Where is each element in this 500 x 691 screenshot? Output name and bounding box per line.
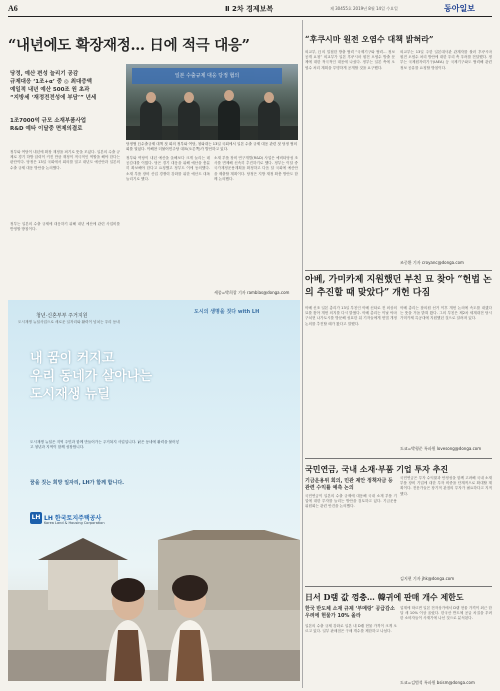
photo-person <box>258 100 280 140</box>
news-photo <box>126 64 298 140</box>
issue-meta: 제 30455호 2019년 8월 14일 수요일 <box>330 6 398 11</box>
story2-byline: 도쿄=박형준 특파원 lovesong@donga.com <box>400 446 482 451</box>
photo-head <box>224 90 234 101</box>
photo-person <box>218 100 240 140</box>
story-divider <box>305 586 492 587</box>
lead-sub-5: 1조7000억 규모 소재부품사업 <box>10 118 87 124</box>
header-rule <box>8 16 492 17</box>
story4-headline: 日서 D램 값 껑충… 韓귀에 판매 개수 제한도 <box>305 592 464 602</box>
photo-head <box>184 92 194 103</box>
lead-sub-4: “지방세 ‘재정전전성에 부담’” 년세 <box>10 95 97 101</box>
lead-byline: 세종=박희창 기자 ramblas@donga.com <box>214 290 290 295</box>
story-divider <box>305 458 492 459</box>
ad-org-sub: Korea Land & Housing Corporation <box>44 521 105 525</box>
story3-headline: 국민연금, 국내 소재·부품 기업 투자 추진 <box>305 464 449 474</box>
story2-body-col-2: 아베 총리는 참의원 선거 이후 개헌 논의에 속도를 내겠다는 뜻을 거듭 밝혀 왔다. 그의 부친은 제2차 세계대전 당시 가미카제 특공대에 지원했던 것으로 알려져 있다. <box>400 306 492 321</box>
lead-subheads-2 <box>10 117 122 133</box>
photo-banner: 일본 수출규제 대응 당정 협의 <box>132 68 282 84</box>
story1-headline: “후쿠시마 원전 오염수 대책 밝혀라” <box>305 34 434 44</box>
lead-sub-6: R&D 예타 이달중 면제의결로 <box>10 126 83 132</box>
story1-byline: 조중환 기자 croyanc@donga.com <box>400 260 464 265</box>
lead-sub-1: 당정, 예산 편성 늘리기 공감 <box>10 71 79 77</box>
story3-body-col-2: 국민연금은 투자 수익률과 안정성을 함께 고려해 국내 소재 부품 장비 기업에 대한 투자 비중을 단계적으로 확대할 계획이다. 전문가들은 장기적 관점의 투자가 필요하다고 지적했다. <box>400 476 492 496</box>
story4-subhead: 한국 반도체 소재 규제 ‘부메랑’ 공급감소 우려에 현물가 10% 올라 <box>305 606 395 619</box>
section-title: Ⅱ 2차 경제보복 <box>225 5 274 13</box>
ad-cta: 꿈을 짓는 희망 일자리, LH가 함께 합니다. <box>30 480 125 486</box>
story2-body-col-1: 아베 신조 일본 총리가 13일 부친인 아베 신타로 전 외상의 묘를 찾아 개헌 의지를 다시 밝혔다. 아베 총리는 이날 야마구치현 나가토시를 방문해 성묘한 뒤 기자들에게 헌법 개정 논의를 추진할 때가 왔다고 말했다. <box>305 306 397 326</box>
ad-headline: 내 꿈이 커지고 우리 동네가 살아나는 도시재생 뉴딜 <box>30 351 153 402</box>
lead-body-col-2: 정부와 여당이 내년 예산을 올해보다 크게 늘리는 데 공감대를 이뤘다. 당은 경기 대응을 위해 예산을 충분히 확보해야 한다고 요청했고 정부도 이에 동의했다. 소재 부품 장비 산업 경쟁력 강화를 위한 예산도 대폭 늘리기로 했다. <box>126 156 210 181</box>
lead-sub-3: 예일적 내년 예산 500조 원 초과 <box>10 87 90 93</box>
ad-scene-illustration <box>8 530 300 681</box>
ad-body: 도시재생 뉴딜은 지역 주민과 함께 만들어가는 주거복지 사업입니다. 낡은 동네에 활력을 불어넣고 청년과 지역이 함께 성장합니다. <box>30 440 180 450</box>
ad-tag: 청년·신혼부부 주거지원 <box>36 313 88 319</box>
column-separator <box>302 20 303 688</box>
story4-body-col-2: 업계에 따르면 일본 전자상가에서 D램 현물 가격이 최근 한 달 새 10% 이상 올랐다. 한국산 반도체 공급 차질을 우려한 소비자들이 사재기에 나선 것으로 분석된다. <box>400 606 492 621</box>
lead-subheads <box>10 70 122 102</box>
ad-org-name: LH 한국토지주택공사 <box>44 515 102 522</box>
photo-caption: 당정협 日수출규제 대책 첫 회의 정부와 여당, 청와대는 13일 국회에서 일본 수출 규제 대응 관련 첫 당정 협의회를 열었다. 이해찬 더불어민주당 대표(오른쪽)가 발언하고 있다. <box>126 142 298 151</box>
story3-body-col-1: 국민연금이 일본의 수출 규제에 대응해 국내 소재 부품 기업에 대한 투자를 늘리는 방안을 검토하고 있다. 기금운용위원회는 관련 안건을 논의했다. <box>305 494 397 509</box>
photo-person <box>140 100 162 140</box>
story4-body-col-1: 일본의 수출 규제 강화로 일본 내 D램 현물 가격이 크게 오르고 있다. 일부 판매점은 구매 개수를 제한하고 나섰다. <box>305 624 397 634</box>
story1-body-col-2: 외교부는 13일 주한 일본대사관 관계자를 불러 후쿠시마 원전 오염수 처리 방안에 대한 우리 측 우려를 전달했다. 정부는 국제원자력기구(IAEA) 등 국제기구와도 협력해 관련 정보 공유를 요청할 방침이다. <box>400 50 492 70</box>
lead-body-col-1: 정부와 여당이 내년에 확장 재정을 펴기로 뜻을 모았다. 일본의 수출 규제로 경기 하방 압력이 커진 만큼 재정이 적극적인 역할을 해야 한다는 판단이다. 당정은 13일 국회에서 회의를 열고 내년도 예산안과 일본의 수출 규제 대응 방안을 논의했다. <box>10 150 120 170</box>
ad-brand-line: 도시의 생명을 짓다 with LH <box>194 309 260 315</box>
story3-subhead: 기금운용위 회의, 민관 제안 정책자금 등 관련 수익률 예측 논의 <box>305 478 393 491</box>
lead-sub-2: 규제대응 ‘1조+α’ 중 ◎ 최대증액 <box>10 79 92 85</box>
page-number: A6 <box>8 4 18 13</box>
lead-headline: “내년에도 확장재정… 日에 적극 대응” <box>8 37 250 54</box>
lead-body-footnote: 정부는 일본의 수출 규제에 대응하기 위해 내년 예산에 관련 사업비를 반영할 방침이다. <box>10 222 120 232</box>
story1-body-col-1: 외교부, 日의 밀접한 방출 협력 “국제기구와 협력… 정보공개 요청” 외교부가 일본 후쿠시마 원전 오염수 방출 문제에 대한 적극적인 대응에 나섰다. 정부는 일본 측에 오염수 처리 계획을 투명하게 공개할 것을 요구했다. <box>305 50 395 70</box>
ad-header-line: 도시재생 뉴딜사업으로 새로운 일자리와 활력이 넘치는 우리 동네 <box>18 320 120 324</box>
story2-headline: 아베, 가미카제 지원했던 부친 묘 찾아 “헌법 논의 추진할 때 맞았다” 개헌 다짐 <box>305 275 492 298</box>
photo-person <box>178 100 200 140</box>
lead-body-col-3: 소재 부품 장비 연구개발(R&D) 사업은 예비타당성 조사를 면제해 신속히 추진하기로 했다. 정부는 이달 중 국가재정운용계획을 확정하고 다음 달 국회에 예산안을 제출할 계획이다. 당정은 지방 재정 확충 방안도 함께 논의했다. <box>214 156 298 181</box>
photo-head <box>264 92 274 103</box>
lh-logo-icon: LH <box>30 512 42 524</box>
story-divider <box>305 270 492 271</box>
lh-advertisement[interactable] <box>8 300 300 681</box>
story3-byline: 김지현 기자 jhk@donga.com <box>400 576 455 581</box>
newspaper-name: 동아일보 <box>444 4 475 13</box>
story4-byline: 도쿄=김범석 특파원 bsism@donga.com <box>400 680 475 685</box>
photo-head <box>146 92 156 103</box>
